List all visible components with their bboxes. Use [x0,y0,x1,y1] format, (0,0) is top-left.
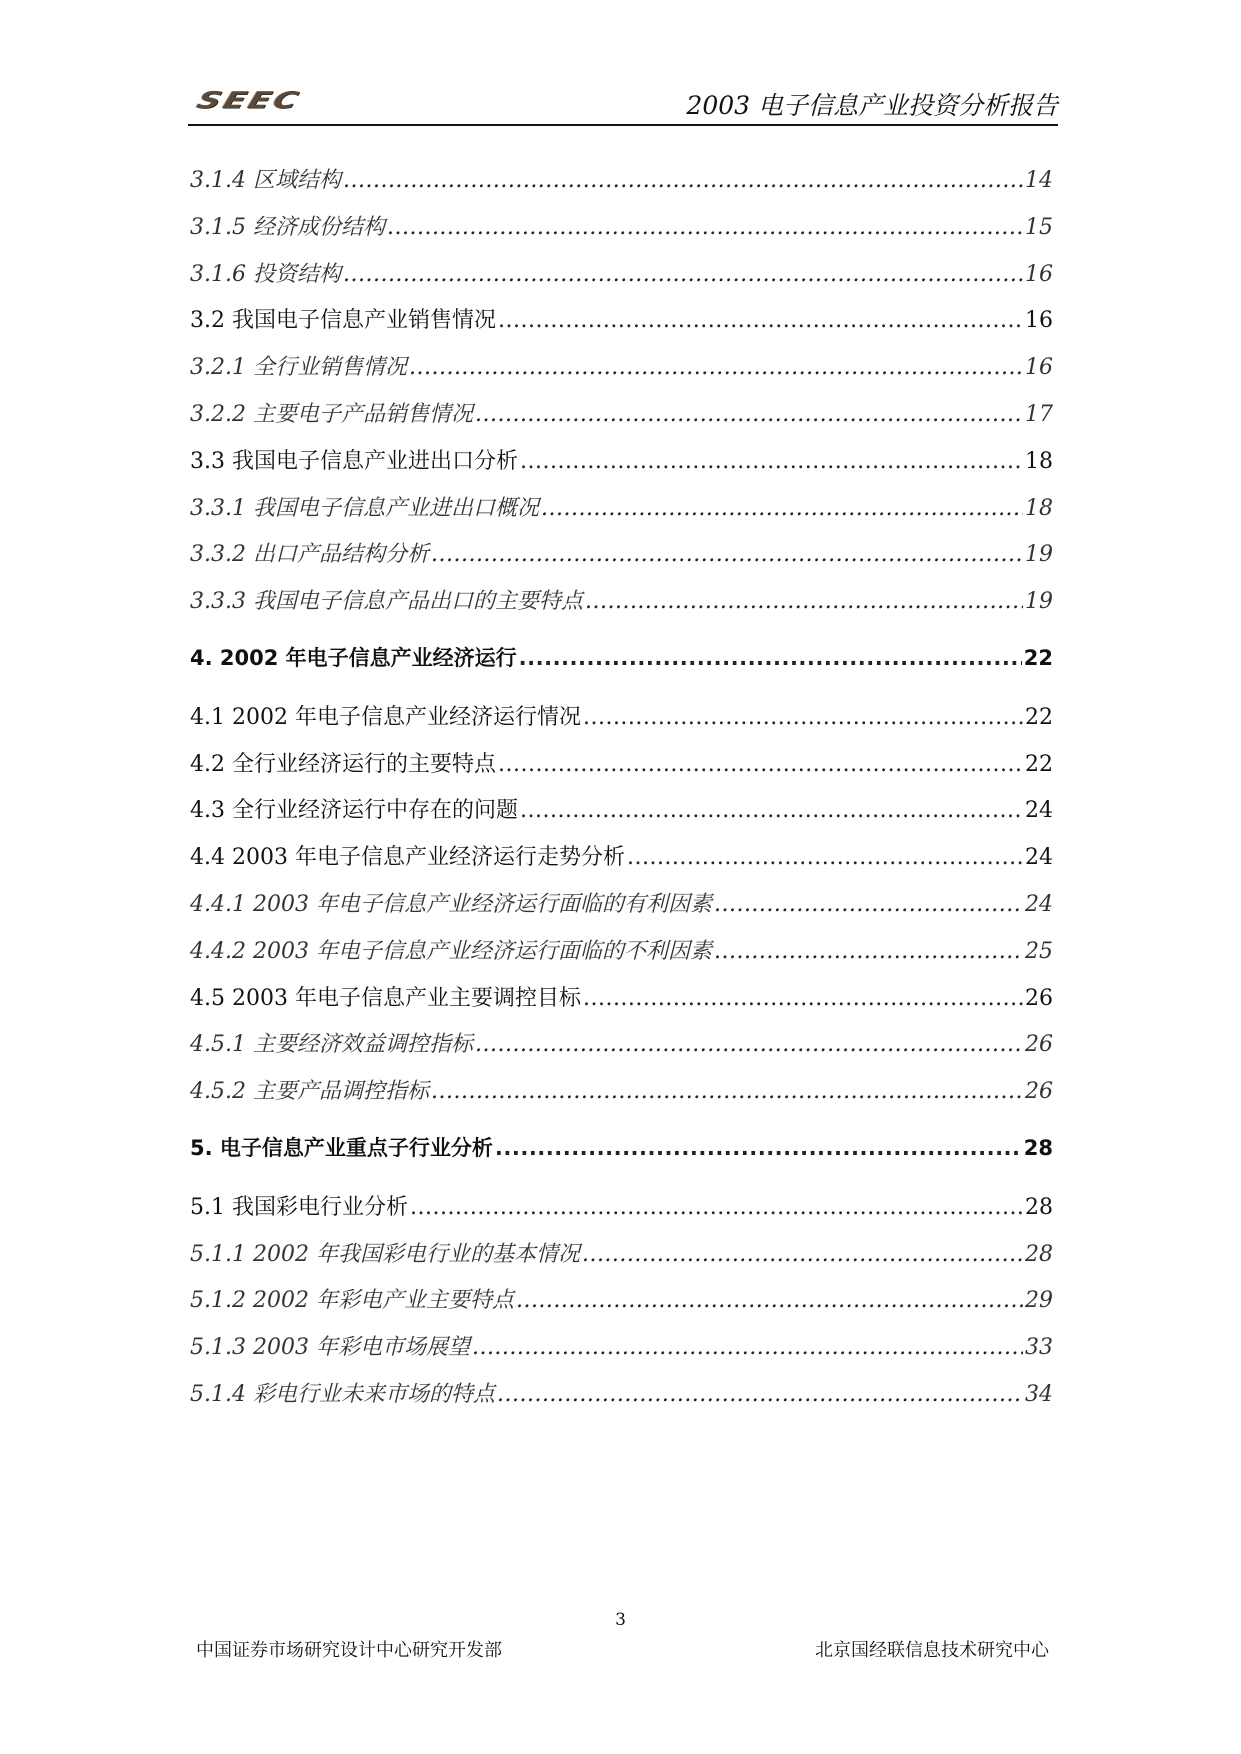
toc-entry-page: 14 [1025,168,1053,193]
toc-entry[interactable] [190,793,1053,824]
toc-entry[interactable] [190,397,1053,428]
toc-entry-page: 16 [1025,355,1053,381]
toc-entry[interactable] [190,444,1053,475]
toc-leader-dots [714,939,1023,964]
toc-entry-label: 3.2.1 全行业销售情况 [190,355,407,381]
toc-entry-page: 17 [1025,402,1053,427]
toc-entry-page: 34 [1025,1382,1053,1407]
toc-entry[interactable] [190,257,1053,288]
toc-entry[interactable] [190,642,1053,672]
toc-entry[interactable] [190,1330,1053,1361]
toc-entry[interactable] [190,1237,1053,1268]
toc-entry-page: 28 [1025,1241,1053,1267]
toc-leader-dots [714,892,1023,917]
toc-entry[interactable] [190,163,1053,194]
toc-entry-page: 22 [1025,751,1053,777]
toc-entry-page: 19 [1025,589,1053,615]
toc-entry-label: 3.2.2 主要电子产品销售情况 [190,402,473,427]
report-title: 2003 电子信息产业投资分析报告 [686,91,1058,120]
toc-entry-label: 3.1.5 经济成份结构 [190,214,385,240]
toc-entry-page: 18 [1025,495,1053,521]
toc-entry[interactable] [190,1074,1053,1105]
seec-logo [193,80,305,120]
toc-entry-label: 5.1.2 2002 年彩电产业主要特点 [190,1288,514,1314]
toc-leader-dots [627,845,1023,870]
footer-right-org: 北京国经联信息技术研究中心 [815,1640,1049,1661]
toc-leader-dots [497,1382,1023,1407]
toc-entry-page: 22 [1025,704,1053,730]
toc-leader-dots [585,589,1023,614]
toc-entry-page: 26 [1025,1032,1053,1058]
toc-entry[interactable] [190,1377,1053,1408]
toc-entry[interactable] [190,747,1053,778]
toc-entry-label: 5.1.3 2003 年彩电市场展望 [190,1335,470,1361]
toc-entry-page: 22 [1023,646,1053,670]
toc-entry-label: 3.2 我国电子信息产业销售情况 [190,308,496,334]
toc-leader-dots [410,1195,1023,1220]
toc-entry-page: 24 [1025,798,1053,824]
toc-entry-label: 3.1.4 区域结构 [190,168,341,193]
toc-entry-label: 4.5 2003 年电子信息产业主要调控目标 [190,985,581,1011]
toc-leader-dots [343,168,1023,193]
toc-entry-page: 19 [1025,542,1053,568]
toc-leader-dots [498,308,1023,333]
toc-entry-label: 3.3.3 我国电子信息产品出口的主要特点 [190,589,583,615]
toc-leader-dots [516,1288,1023,1313]
toc-entry-label: 4.3 全行业经济运行中存在的问题 [190,798,518,824]
toc-entry-label: 5.1 我国彩电行业分析 [190,1194,408,1220]
toc-entry[interactable] [190,700,1053,731]
toc-leader-dots [583,705,1023,730]
toc-entry[interactable] [190,887,1053,918]
toc-leader-dots [472,1335,1023,1360]
toc-entry-label: 3.3 我国电子信息产业进出口分析 [190,448,518,474]
toc-entry[interactable] [190,303,1053,334]
toc-entry[interactable] [190,210,1053,241]
toc-entry-page: 16 [1025,261,1053,287]
toc-entry-label: 4.5.1 主要经济效益调控指标 [190,1032,473,1058]
toc-entry[interactable] [190,981,1053,1012]
toc-entry[interactable] [190,491,1053,522]
toc-leader-dots [582,1242,1023,1267]
toc-entry[interactable] [190,537,1053,568]
toc-leader-dots [475,402,1023,427]
toc-entry-label: 4.1 2002 年电子信息产业经济运行情况 [190,704,581,730]
toc-entry-label: 4. 2002 年电子信息产业经济运行 [190,646,517,670]
toc-entry-page: 16 [1025,308,1053,334]
toc-entry-page: 18 [1025,448,1053,474]
toc-leader-dots [431,1079,1023,1104]
toc-entry-label: 4.2 全行业经济运行的主要特点 [190,751,496,777]
toc-leader-dots [495,1136,1022,1160]
toc-leader-dots [520,798,1023,823]
toc-leader-dots [475,1032,1023,1057]
toc-leader-dots [520,449,1023,474]
toc-entry-label: 5.1.1 2002 年我国彩电行业的基本情况 [190,1241,580,1267]
toc-entry-label: 4.4.1 2003 年电子信息产业经济运行面临的有利因素 [190,892,712,917]
toc-entry[interactable] [190,1027,1053,1058]
toc-entry-page: 24 [1025,892,1053,917]
toc-leader-dots [519,646,1022,670]
toc-entry-page: 28 [1025,1194,1053,1220]
toc-leader-dots [541,496,1023,521]
toc-entry-label: 4.4.2 2003 年电子信息产业经济运行面临的不利因素 [190,938,712,964]
toc-entry-page: 33 [1025,1335,1053,1361]
toc-leader-dots [431,542,1023,567]
logo-text: SEEC [193,86,305,114]
toc-entry-label: 4.5.2 主要产品调控指标 [190,1079,429,1105]
toc-entry-label: 3.1.6 投资结构 [190,261,341,287]
toc-leader-dots [409,355,1023,380]
toc-entry[interactable] [190,934,1053,965]
page-header [188,78,1058,126]
toc-entry-page: 29 [1025,1288,1053,1314]
toc-entry[interactable] [190,350,1053,381]
toc-leader-dots [498,752,1023,777]
toc-entry-page: 15 [1025,214,1053,240]
toc-entry-label: 3.3.1 我国电子信息产业进出口概况 [190,495,539,521]
toc-entry-page: 25 [1025,938,1053,964]
toc-leader-dots [583,986,1023,1011]
toc-entry-page: 28 [1023,1136,1053,1160]
toc-entry-page: 26 [1025,985,1053,1011]
toc-entry[interactable] [190,840,1053,871]
toc-entry-label: 3.3.2 出口产品结构分析 [190,542,429,568]
toc-entry[interactable] [190,1132,1053,1162]
toc-entry-label: 4.4 2003 年电子信息产业经济运行走势分析 [190,845,625,871]
toc-leader-dots [343,262,1023,287]
footer-left-org: 中国证券市场研究设计中心研究开发部 [196,1640,502,1661]
toc-entry[interactable] [190,1190,1053,1221]
toc-entry[interactable] [190,1283,1053,1314]
toc-entry-label: 5.1.4 彩电行业未来市场的特点 [190,1382,495,1407]
toc-entry-page: 24 [1025,845,1053,871]
page-number: 3 [615,1610,626,1630]
toc-leader-dots [387,215,1023,240]
toc-entry[interactable] [190,584,1053,615]
toc-entry-label: 5. 电子信息产业重点子行业分析 [190,1136,493,1160]
toc-entry-page: 26 [1025,1079,1053,1105]
